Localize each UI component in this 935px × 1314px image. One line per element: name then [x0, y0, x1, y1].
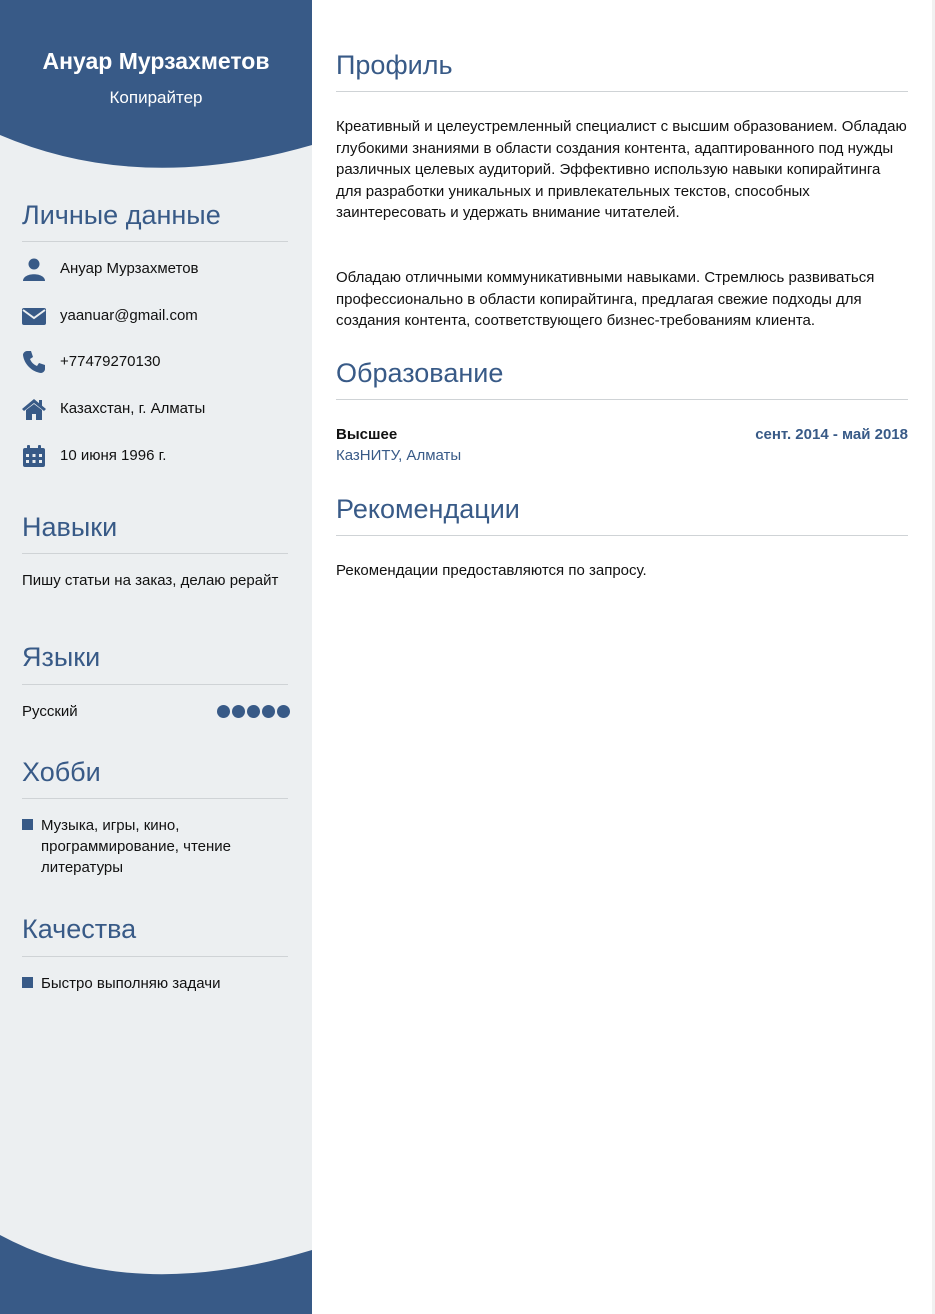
- education-dates: сент. 2014 - май 2018: [755, 426, 908, 443]
- section-divider: [336, 399, 908, 400]
- hobby-text: Музыка, игры, кино, программирование, чтение литературы: [41, 817, 231, 876]
- contact-name: [22, 255, 292, 283]
- square-bullet-icon: [22, 819, 33, 830]
- rating-dot: [262, 705, 275, 718]
- personal-data-heading: Личные данные: [22, 200, 221, 230]
- education-degree: Высшее: [336, 426, 398, 443]
- contact-birthdate: [22, 442, 292, 470]
- section-divider: [22, 241, 288, 242]
- section-divider: [22, 553, 288, 554]
- section-divider: [22, 684, 288, 685]
- profile-paragraph-2: Обладаю отличными коммуникативными навыками. Стремлюсь развиваться профессионально в области копирайтинга, предлагая свежие подходы для создания контента, соответствующего бизнес-требованиям клиента.: [336, 269, 875, 329]
- education-heading: Образование: [336, 358, 504, 388]
- section-divider: [22, 956, 288, 957]
- language-name: Русский: [22, 703, 78, 720]
- quality-text: Быстро выполняю задачи: [41, 975, 221, 992]
- person-icon: [22, 257, 46, 281]
- language-level-rating: [215, 705, 290, 719]
- contact-birthdate-text: 10 июня 1996 г.: [60, 447, 167, 464]
- contact-email: [22, 302, 292, 330]
- header-curve-decoration: [0, 125, 312, 175]
- phone-icon: [22, 350, 46, 374]
- qualities-heading: Качества: [22, 914, 137, 944]
- footer-curve-decoration: [0, 1235, 312, 1314]
- contact-phone-text: +77479270130: [60, 353, 161, 370]
- calendar-icon: [22, 444, 46, 468]
- envelope-icon: [22, 304, 46, 328]
- sidebar: [0, 0, 312, 1314]
- person-name: Ануар Мурзахметов: [42, 48, 270, 74]
- section-divider: [336, 91, 908, 92]
- contact-name-text: Ануар Мурзахметов: [60, 260, 199, 277]
- skills-heading: Навыки: [22, 512, 118, 542]
- rating-dot: [247, 705, 260, 718]
- rating-dot: [277, 705, 290, 718]
- contact-address: [22, 395, 292, 423]
- contact-phone: [22, 348, 292, 376]
- profile-heading: Профиль: [336, 50, 453, 80]
- contact-email-text: yaanuar@gmail.com: [60, 307, 198, 324]
- square-bullet-icon: [22, 977, 33, 988]
- hobbies-heading: Хобби: [22, 757, 101, 787]
- languages-heading: Языки: [22, 642, 101, 672]
- skills-text: Пишу статьи на заказ, делаю рерайт: [22, 572, 279, 589]
- rating-dot: [217, 705, 230, 718]
- language-item: [22, 702, 290, 722]
- rating-dot: [232, 705, 245, 718]
- references-heading: Рекомендации: [336, 494, 520, 524]
- section-divider: [22, 798, 288, 799]
- education-school: КазНИТУ, Алматы: [336, 447, 462, 464]
- home-icon: [22, 397, 46, 421]
- contact-address-text: Казахстан, г. Алматы: [60, 400, 206, 417]
- person-job-title: Копирайтер: [109, 88, 203, 107]
- profile-paragraph-1: Креативный и целеустремленный специалист с высшим образованием. Обладаю глубокими знаниями в области создания контента, адаптированного под нужды различных целевых аудиторий. Эффективно использую навыки копирайтинга для разработки уникальных и привлекательных текстов, способных заинтересовать и удержать внимание читателей.: [336, 118, 907, 221]
- section-divider: [336, 535, 908, 536]
- references-text: Рекомендации предоставляются по запросу.: [336, 562, 647, 579]
